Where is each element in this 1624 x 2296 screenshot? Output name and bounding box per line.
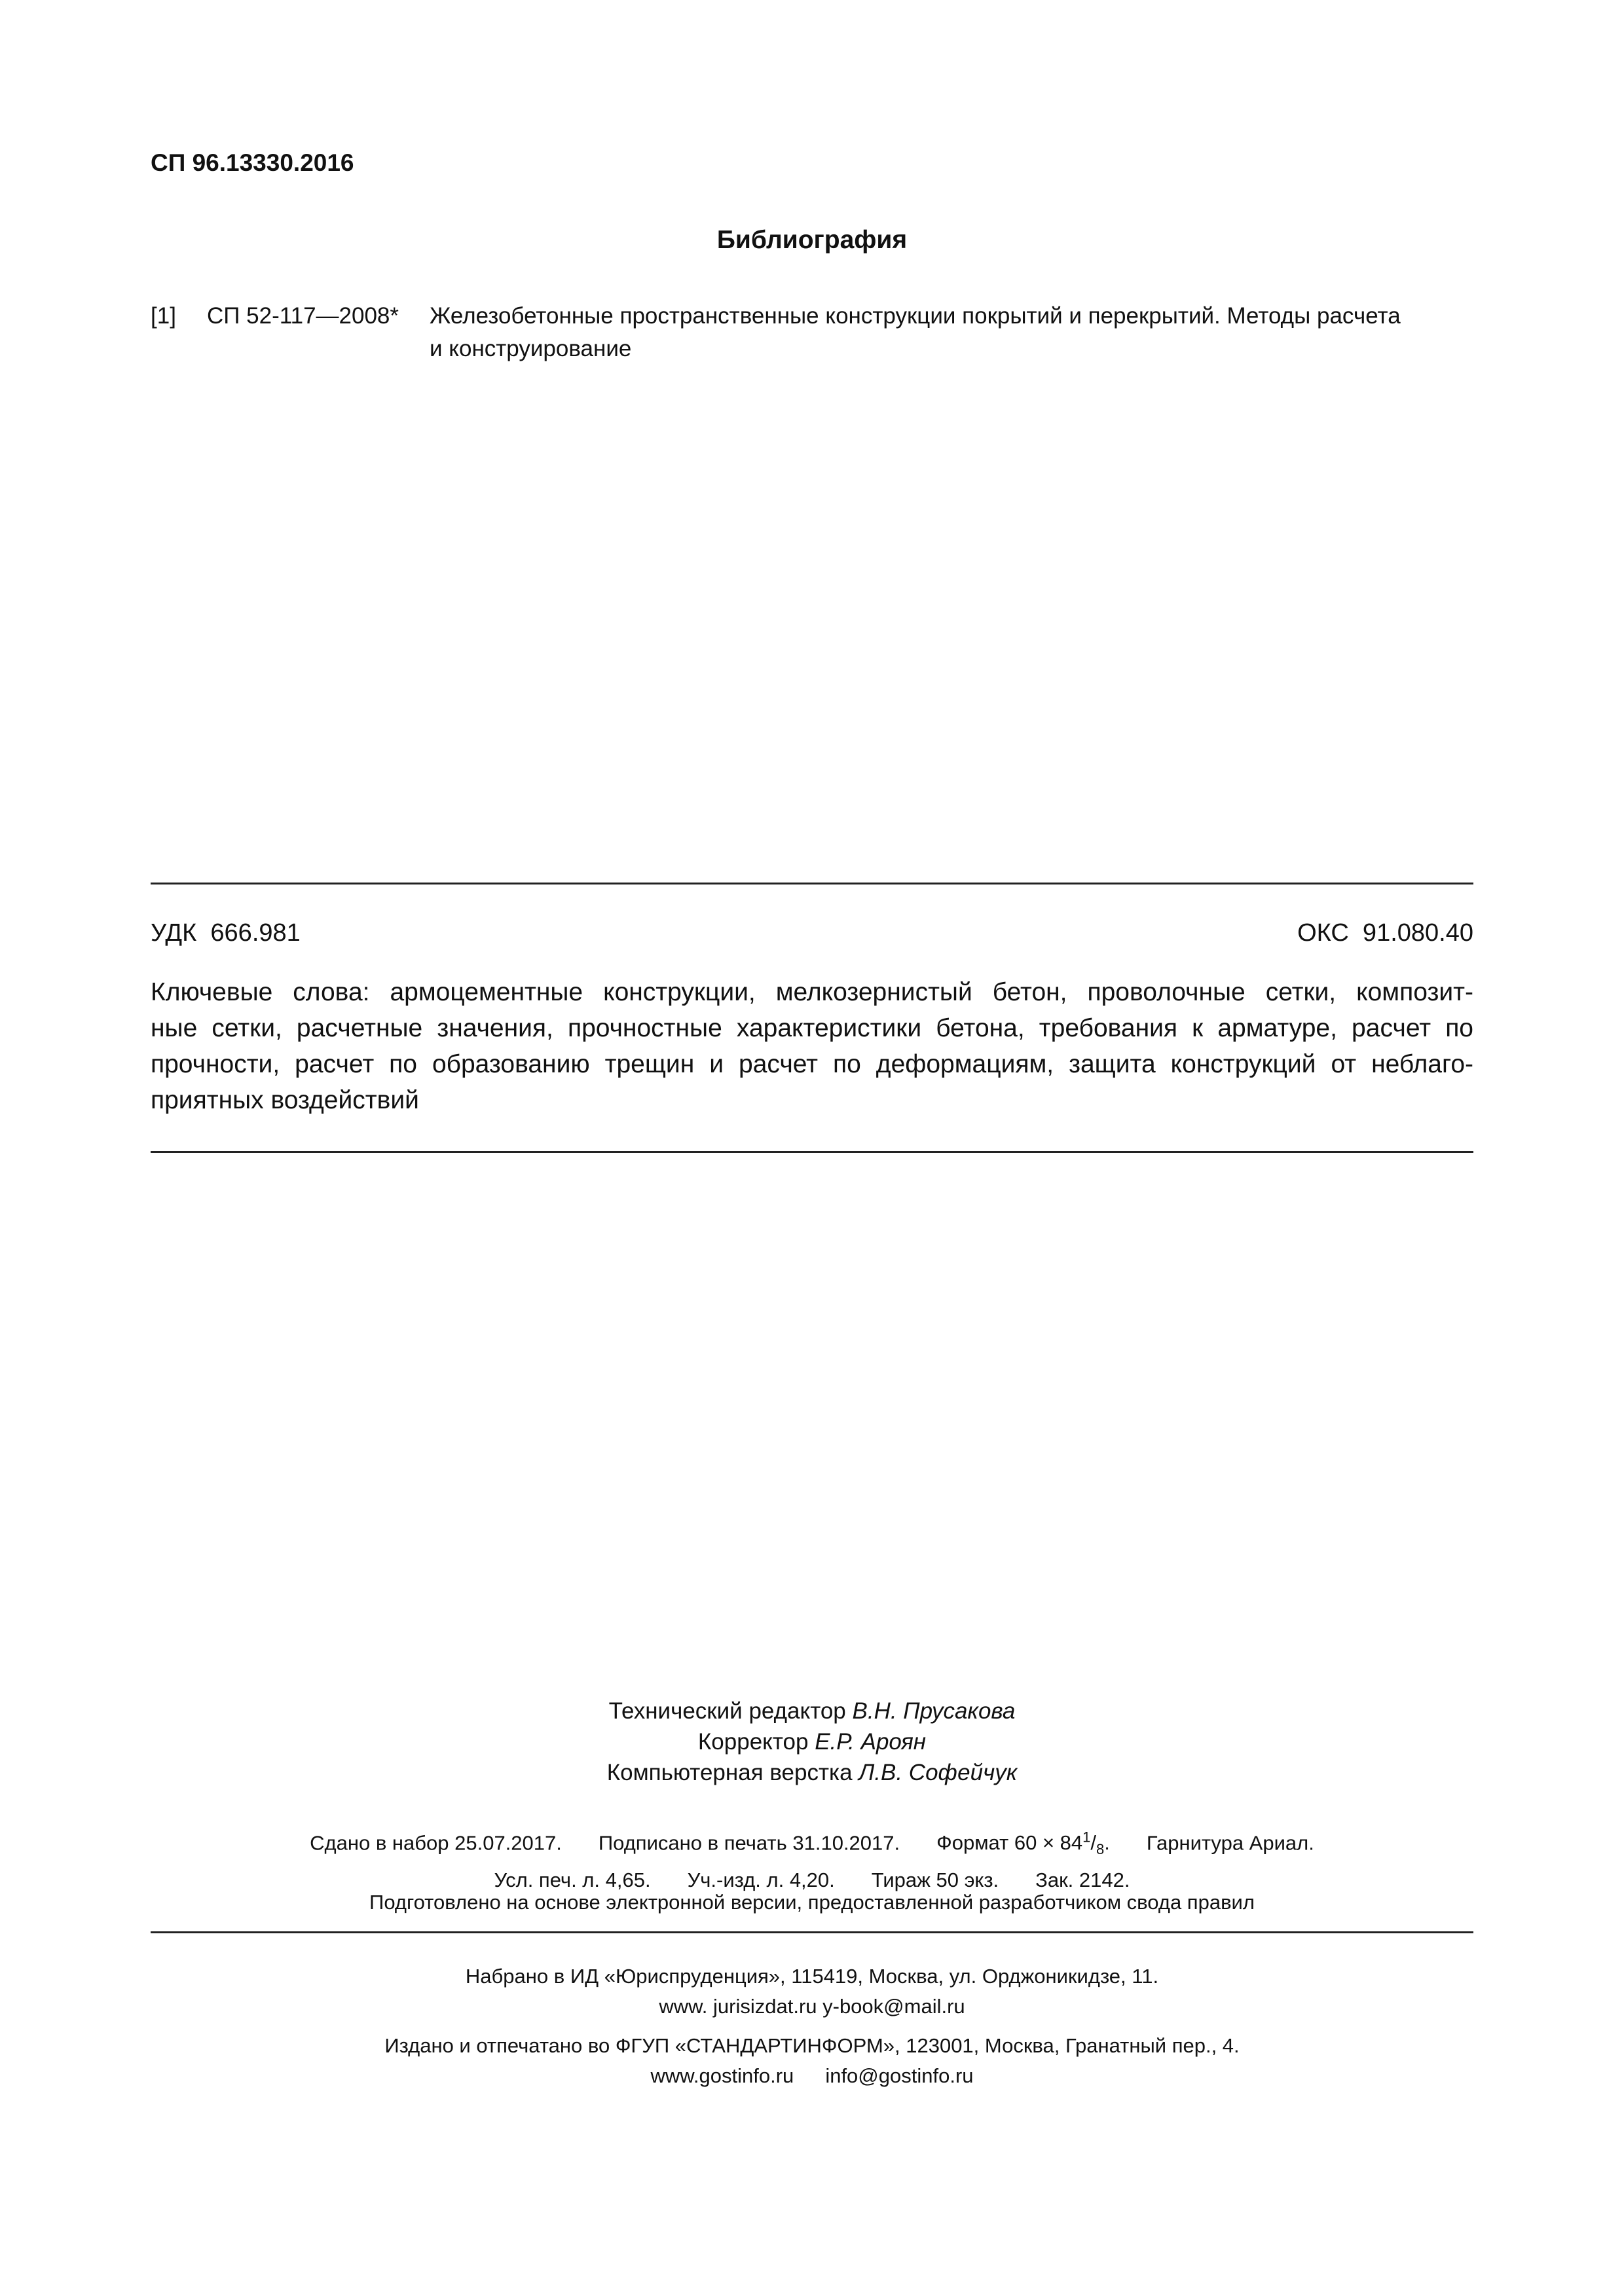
oks-code: ОКС 91.080.40	[1297, 919, 1473, 947]
corrector-name: Е.Р. Ароян	[815, 1729, 927, 1755]
keywords-paragraph	[151, 974, 1473, 1118]
format-info: Формат $60 \times 84^1/_8$.	[936, 1829, 1110, 1858]
keywords-line: прочности, расчет по образованию трещин и расчет по деформациям, защита конструкций от неблаго-	[151, 1050, 1473, 1078]
print-run: Тираж 50 экз.	[871, 1868, 999, 1891]
bibliography-item-text	[430, 300, 1477, 365]
printer-block	[0, 2031, 1624, 2091]
printer-website: www.gostinfo.ru	[650, 2064, 794, 2087]
document-code: СП 96.13330.2016	[151, 149, 354, 176]
typeface-info: Гарнитура Ариал.	[1146, 1831, 1314, 1855]
tech-editor-credit	[0, 1696, 1624, 1726]
keywords-line: приятных воздействий	[151, 1086, 419, 1114]
bottom-divider	[151, 1931, 1473, 1933]
bibliography-item-text-line: и конструирование	[430, 336, 632, 361]
print-sheets: Усл. печ. л. 4,65.	[494, 1868, 651, 1891]
corrector-label: Корректор	[697, 1729, 809, 1755]
imprint-block	[0, 1823, 1624, 1895]
printer-contacts	[0, 2061, 1624, 2091]
order-number: Зак. 2142.	[1035, 1868, 1130, 1891]
submitted-date: Сдано в набор 25.07.2017.	[310, 1831, 562, 1855]
tech-editor-label: Технический редактор	[608, 1698, 846, 1724]
publishing-sheets: Уч.-изд. л. 4,20.	[687, 1868, 835, 1891]
publisher-block	[0, 1961, 1624, 2022]
printer-email: info@gostinfo.ru	[825, 2064, 974, 2087]
prepared-note: Подготовлено на основе электронной версии, предоставленной разработчиком свода правил	[369, 1891, 1255, 1914]
top-divider	[151, 883, 1473, 884]
imprint-line	[0, 1823, 1624, 1865]
bibliography-item-text-line: Железобетонные пространственные конструкции покрытий и перекрытий. Методы расчета	[430, 303, 1401, 329]
layout-label: Компьютерная верстка	[606, 1760, 853, 1785]
publisher-contacts: www. jurisizdat.ru y-book@mail.ru	[659, 1995, 965, 2018]
bibliography-item-code: СП 52-117—2008*	[207, 303, 399, 329]
keywords-line: Ключевые слова: армоцементные конструкции, мелкозернистый бетон, проволочные сетки, композит-	[151, 978, 1473, 1006]
middle-divider	[151, 1151, 1473, 1153]
bibliography-title: Библиография	[716, 226, 908, 254]
credits-block	[0, 1696, 1624, 1788]
udk-code: УДК 666.981	[151, 919, 301, 947]
tech-editor-name: В.Н. Прусакова	[852, 1698, 1016, 1724]
corrector-credit	[0, 1726, 1624, 1757]
layout-credit	[0, 1757, 1624, 1788]
layout-name: Л.В. Софейчук	[858, 1760, 1018, 1785]
bibliography-item-number: [1]	[151, 303, 176, 329]
signed-date: Подписано в печать 31.10.2017.	[598, 1831, 900, 1855]
keywords-line: ные сетки, расчетные значения, прочностные характеристики бетона, требования к арматуре, расчет по	[151, 1014, 1473, 1042]
printer-address: Издано и отпечатано во ФГУП «СТАНДАРТИНФОРМ», 123001, Москва, Гранатный пер., 4.	[384, 2034, 1240, 2057]
publisher-address: Набрано в ИД «Юриспруденция», 115419, Москва, ул. Орджоникидзе, 11.	[465, 1965, 1159, 1988]
